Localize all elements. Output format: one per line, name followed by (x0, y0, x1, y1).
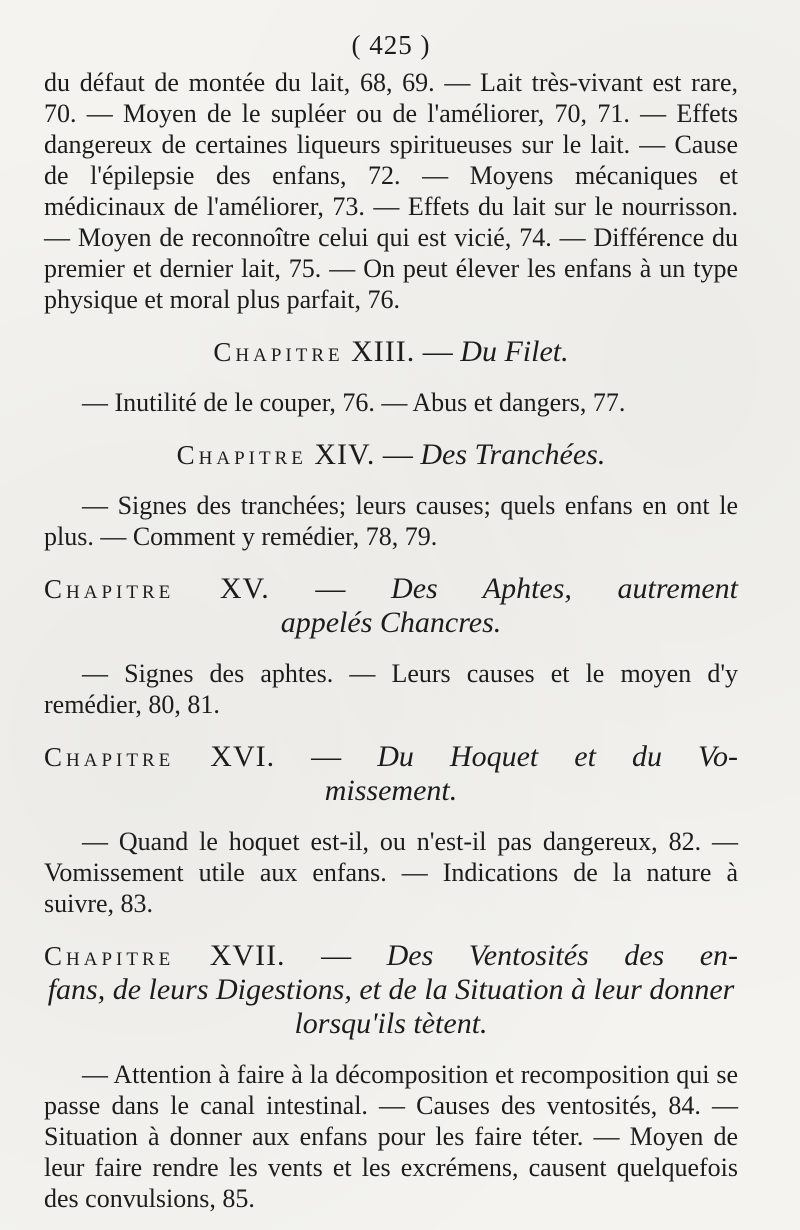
chapter-label: Chapitre (44, 742, 175, 772)
chapter-summary-xiv: — Signes des tranchées; leurs causes; quels enfans en ont le plus. — Comment y remédier, 78, 79. (44, 491, 738, 551)
chapter-dash: — (422, 335, 453, 368)
chapter-title: Du Hoquet et du Vo- (377, 740, 739, 773)
chapter-numeral: XVI. (210, 740, 276, 773)
chapter-dash: — (382, 438, 413, 471)
chapter-heading-xvii (44, 939, 738, 1041)
chapter-dash: — (311, 740, 342, 773)
chapter-title: Des Tranchées. (420, 438, 606, 471)
chapter-heading-line (44, 572, 738, 606)
chapter-label: Chapitre (176, 440, 307, 470)
chapter-title: Des Aphtes, autrement (391, 572, 739, 605)
chapter-title-continuation: fans, de leurs Digestions, et de la Situation à leur donner lorsqu'ils tètent. (47, 973, 735, 1040)
chapter-label: Chapitre (44, 941, 175, 971)
chapter-numeral: XVII. (209, 939, 286, 972)
chapter-heading-xiv (44, 438, 738, 472)
chapter-summary-xvii: — Attention à faire à la décomposition et recomposition qui se passe dans le canal intestinal. — Causes des ventosités, 84. — Situation à donner aux enfans pour les faire téter. — Moyen de leur faire rendre les vents et les excrémens, causent quelquefois des convulsions, 85. (44, 1060, 738, 1213)
chapter-numeral: XV. (219, 572, 270, 605)
chapter-heading-xv (44, 572, 738, 640)
chapter-summary-xiii: — Inutilité de le couper, 76. — Abus et dangers, 77. (82, 388, 626, 417)
chapter-numeral: XIII. (351, 335, 416, 368)
chapter-numeral: XIV. (314, 438, 376, 471)
page-number: ( 425 ) (351, 30, 431, 60)
chapter-heading-line (44, 939, 738, 973)
opening-paragraph: du défaut de montée du lait, 68, 69. — Lait très-vivant est rare, 70. — Moyen de le supléer ou de l'améliorer, 70, 71. — Effets dangereux de certaines liqueurs spiritueuses sur le lait. — Cause de l'épilepsie des enfans, 72. — Moyens mécaniques et médicinaux de l'améliorer, 73. — Effets du lait sur le nourrisson. — Moyen de reconnoître celui qui est vicié, 74. — Différence du premier et dernier lait, 75. — On peut élever les enfans à un type physique et moral plus parfait, 76. (44, 68, 738, 314)
chapter-title: Des Ventosités des en- (386, 939, 739, 972)
chapter-heading-line (44, 740, 738, 774)
chapter-heading-xiii (44, 335, 738, 369)
chapter-label: Chapitre (44, 574, 175, 604)
chapter-heading-xvi (44, 740, 738, 808)
chapter-dash: — (321, 939, 352, 972)
chapter-dash: — (315, 572, 346, 605)
chapter-summary-xvi: — Quand le hoquet est-il, ou n'est-il pas dangereux, 82. — Vomissement utile aux enfans. — Indications de la nature à suivre, 83. (44, 827, 738, 918)
chapter-title-continuation: missement. (324, 774, 458, 807)
chapter-title: Du Filet. (460, 335, 569, 368)
chapter-title-continuation: appelés Chancres. (280, 606, 502, 639)
chapter-summary-xv: — Signes des aphtes. — Leurs causes et le moyen d'y remédier, 80, 81. (44, 659, 738, 719)
chapter-label: Chapitre (213, 337, 344, 367)
